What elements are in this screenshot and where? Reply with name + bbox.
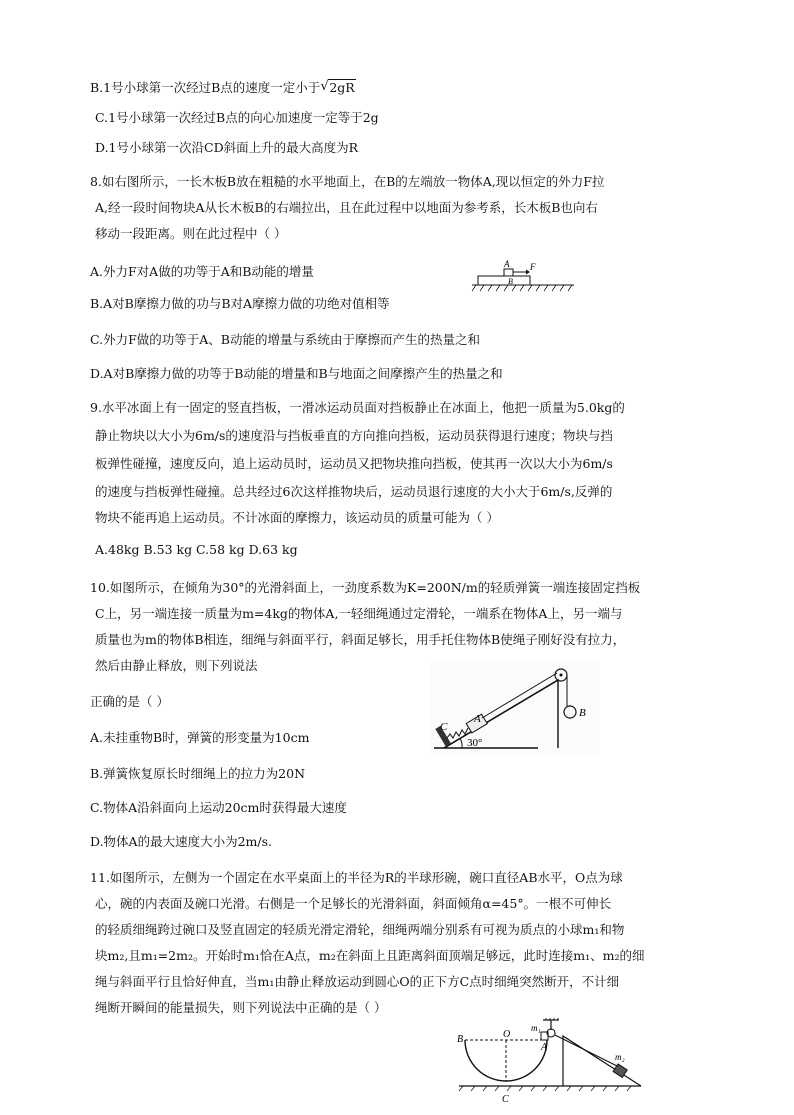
label-angle: 30° bbox=[467, 737, 483, 749]
q8-option-c: C.外力F做的功等于A、B动能的增量与系统由于摩擦而产生的热量之和 bbox=[90, 332, 480, 347]
label-a: A bbox=[474, 713, 481, 725]
q11-figure bbox=[455, 1018, 645, 1110]
label-b: B bbox=[508, 277, 513, 286]
label-c: C bbox=[502, 1094, 509, 1105]
label-f: F bbox=[530, 262, 536, 272]
q9-options: A.48kg B.53 kg C.58 kg D.63 kg bbox=[95, 542, 298, 557]
q10-option-a: A.未挂重物B时，弹簧的形变量为10cm bbox=[90, 730, 310, 745]
q10-stem-line-2: C上，另一端连接一质量为m=4kg的物体A,一轻细绳通过定滑轮，一端系在物体A上，另一端与 bbox=[95, 606, 623, 621]
q8-stem-line-1: 8.如右图所示，一长木板B放在粗糙的水平地面上，在B的左端放一物体A,现以恒定的外力F拉 bbox=[90, 174, 605, 189]
q10-figure bbox=[430, 660, 600, 756]
q11-stem-line-1: 11.如图所示，左侧为一个固定在水平桌面上的半径为R的半球形碗，碗口直径AB水平，O点为球 bbox=[90, 870, 623, 885]
q7-option-b bbox=[90, 78, 356, 96]
q8-stem-line-2: A,经一段时间物块A从长木板B的右端拉出，且在此过程中以地面为参考系，长木板B也向右 bbox=[95, 200, 598, 215]
q10-stem-line-4: 然后由静止释放，则下列说法 bbox=[95, 658, 258, 673]
q9-stem-line-3: 板弹性碰撞，速度反向，追上运动员时，运动员又把物块推向挡板，使其再一次以大小为6m/s bbox=[95, 456, 613, 471]
q9-stem-line-1: 9.水平冰面上有一固定的竖直挡板，一滑冰运动员面对挡板静止在冰面上，他把一质量为5.0kg的 bbox=[90, 400, 625, 415]
q11-stem-line-3: 的轻质细绳跨过碗口及竖直固定的轻质光滑定滑轮，细绳两端分别系有可视为质点的小球m₁和物 bbox=[95, 922, 625, 937]
label-m1: m₁ bbox=[531, 1023, 541, 1033]
q9-stem-line-4: 的速度与挡板弹性碰撞。总共经过6次这样推物块后，运动员退行速度的大小大于6m/s,反弹的 bbox=[95, 484, 613, 499]
q8-stem-line-3: 移动一段距离。则在此过程中（ ） bbox=[95, 226, 287, 241]
ground-hatch bbox=[472, 285, 572, 291]
table-hatch bbox=[459, 1086, 631, 1091]
q8-option-b: B.A对B摩擦力做的功与B对A摩擦力做的功绝对值相等 bbox=[90, 296, 390, 311]
label-b: B bbox=[457, 1034, 464, 1045]
q11-stem-line-5: 绳与斜面平行且恰好伸直，当m₁由静止释放运动到圆心O的正下方C点时细绳突然断开，不计细 bbox=[95, 974, 620, 989]
sqrt-symbol: √ 2gR bbox=[320, 79, 355, 95]
label-m2: m₂ bbox=[615, 1052, 625, 1062]
q9-stem-line-2: 静止物块以大小为6m/s的速度沿与挡板垂直的方向推向挡板，运动员获得退行速度；物块与挡 bbox=[95, 428, 613, 443]
q10-stem-line-3: 质量也为m的物体B相连，细绳与斜面平行，斜面足够长，用手托住物体B使绳子刚好没有拉力， bbox=[95, 632, 626, 647]
q7-option-c: C.1号小球第一次经过B点的向心加速度一定等于2g bbox=[95, 110, 379, 125]
incline bbox=[563, 1036, 641, 1086]
label-o: O bbox=[503, 1029, 511, 1040]
pulley-axle bbox=[560, 674, 563, 677]
q8-figure bbox=[470, 258, 590, 304]
q10-option-c: C.物体A沿斜面向上运动20cm时获得最大速度 bbox=[90, 800, 347, 815]
q10-option-b: B.弹簧恢复原长时细绳上的拉力为20N bbox=[90, 766, 306, 781]
q7-radicand: 2gR bbox=[329, 80, 355, 95]
label-a: A bbox=[541, 1042, 548, 1053]
q9-stem-line-5: 物块不能再追上运动员。不计冰面的摩擦力，该运动员的质量可能为（ ） bbox=[95, 510, 499, 525]
board-b bbox=[478, 276, 530, 285]
q10-stem-tail: 正确的是（ ） bbox=[90, 694, 169, 709]
q8-option-d: D.A对B摩擦力做的功等于B动能的增量和B与地面之间摩擦产生的热量之和 bbox=[90, 366, 503, 381]
q11-stem-line-6: 绳断开瞬间的能量损失，则下列说法中正确的是（ ） bbox=[95, 1000, 387, 1015]
q10-stem-line-1: 10.如图所示，在倾角为30°的光滑斜面上，一劲度系数为K=200N/m的轻质弹簧一端连接固定挡板 bbox=[90, 580, 641, 595]
q8-option-a: A.外力F对A做的功等于A和B动能的增量 bbox=[90, 264, 314, 279]
q10-option-d: D.物体A的最大速度大小为2m/s. bbox=[90, 834, 272, 849]
label-b: B bbox=[579, 707, 586, 719]
label-c: C bbox=[440, 721, 448, 733]
q7-option-b-text: B.1号小球第一次经过B点的速度一定小于 bbox=[90, 80, 321, 95]
q11-stem-line-4: 块m₂,且m₁=2m₂。开始时m₁恰在A点，m₂在斜面上且距离斜面顶端足够远，此时连接m₁、m₂的细 bbox=[95, 948, 645, 963]
q11-stem-line-2: 心，碗的内表面及碗口光滑。右侧是一个足够长的光滑斜面，斜面倾角α=45°。一根不可伸长 bbox=[95, 896, 612, 911]
block-a bbox=[504, 269, 513, 276]
q7-option-d: D.1号小球第一次沿CD斜面上升的最大高度为R bbox=[95, 140, 359, 155]
label-a: A bbox=[504, 259, 510, 269]
